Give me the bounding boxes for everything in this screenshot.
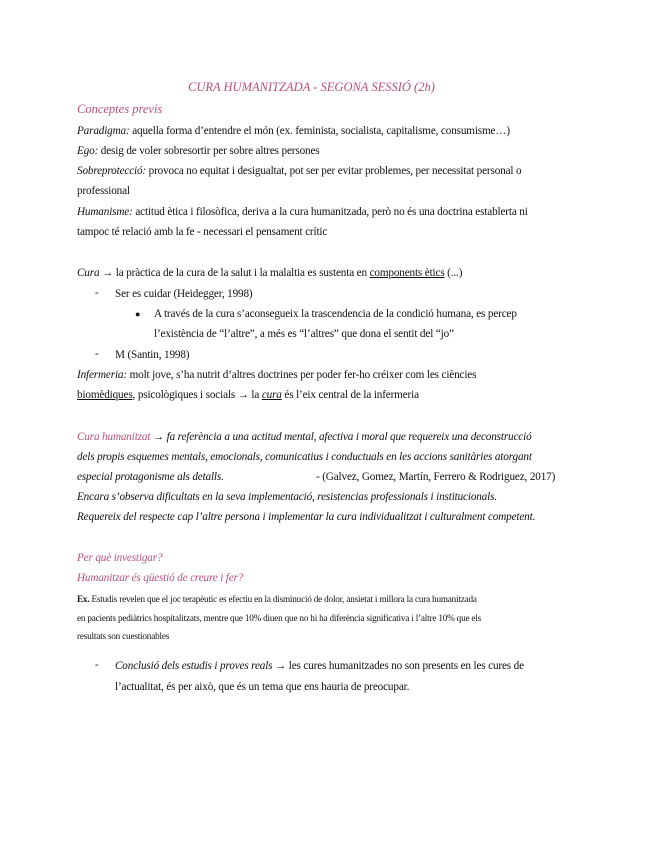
arrow-icon: → [150,431,167,443]
term-ego: Ego: [77,145,99,157]
term-cura-humanitzat: Cura humanitzat [77,431,151,443]
example-text-1: Estudis revelen que el joc terapèutic es efectiu en la disminució de dolor, ansietat i millora la cura humanitzada [89,594,477,604]
text-sobreproteccio-2: professional [77,185,130,197]
text-infermeria-2 [77,388,419,402]
text-paradigma: aquella forma d’entendre el món (ex. feminista, socialista, capitalisme, consumisme…) [129,125,510,137]
conclusion-line-1 [115,659,524,673]
subitem-line-2: l’existència de “l’altre”, a més es “l’altres” que dona el sentit del “jo” [154,328,454,340]
example-line-1 [77,592,477,606]
text-components-etics: components ètics [369,267,445,279]
arrow-icon: → [272,660,289,672]
definition-infermeria [77,368,476,382]
definition-sobreproteccio [77,164,521,178]
subitem-line-1: A través de la cura s’aconsegueix la trascendencia de la condició humana, es percep [154,308,517,320]
dash-bullet-icon: - [95,348,99,360]
text-eix-central: és l’eix central de la infermeria [281,389,419,401]
text-sobreproteccio-1: provoca no equitat i desigualtat, pot ser per evitar problemes, per necessitat personal o [146,165,522,177]
text-biomediques: biomèdiques [77,389,133,401]
text-cura-a: la pràctica de la cura de la salut i la malaltia es sustenta en [115,267,370,279]
example-line-3: resultats son cuestionables [77,631,170,641]
page-title: CURA HUMANITZADA - SEGONA SESSIÓ (2h) [188,80,435,94]
term-paradigma: Paradigma: [77,125,130,137]
list-item-heidegger: Ser es cuidar (Heidegger, 1998) [115,288,253,300]
list-item-santin: M (Santin, 1998) [115,349,190,361]
text-cura-humanitzat-4: Encara s’observa dificultats en la seva implementació, resistencias professionals i institucionals. [77,491,497,503]
citation-galvez: - (Galvez, Gomez, Martín, Ferrero & Rodriguez, 2017) [316,471,556,483]
definition-ego [77,144,319,158]
dot-bullet-icon: ● [135,309,141,319]
text-la: la [248,389,262,401]
conclusion-term: Conclusió dels estudis i proves reals [115,660,273,672]
heading-per-que-investigar: Per què investigar? [77,552,163,564]
text-infermeria-1: molt jove, s’ha nutrit d’altres doctrines per poder fer-ho créixer com les ciències [126,369,477,381]
text-cura-humanitzat-2: dels propis esquemes mentals, emocionals, comunicatius i conductuals en les accions sanitàries atorgant [77,451,532,463]
heading-conceptes-previs: Conceptes previs [77,102,163,116]
text-psicologiques: , psicològiques i socials [132,389,238,401]
dash-bullet-icon: - [95,287,99,299]
arrow-icon: → [99,267,116,279]
arrow-icon: → [237,389,249,401]
term-infermeria: Infermeria: [77,369,127,381]
definition-paradigma [77,124,510,138]
text-cura-b: (...) [444,267,463,279]
term-humanisme: Humanisme: [77,206,133,218]
conclusion-text-1: les cures humanitzades no son presents en les cures de [288,660,524,672]
text-cura-underlined: cura [261,389,282,401]
heading-humanitzar: Humanitzar és qüestió de creure i fer? [77,572,244,584]
example-label: Ex. [77,594,90,604]
text-humanisme-2: tampoc té relació amb la fe - necessari el pensament crític [77,226,328,238]
term-sobreproteccio: Sobreprotecció: [77,165,146,177]
conclusion-line-2: l’actualitat, és per això, que és un tema que ens hauria de preocupar. [115,681,410,693]
dash-bullet-icon: - [95,659,99,671]
example-line-2: en pacients pediàtrics hospitalitzats, mentre que 10% diuen que no hi ha diferència significativa i l’altre 10% que els [77,613,482,623]
term-cura: Cura [77,267,100,279]
text-cura-humanitzat-1: fa referència a una actitud mental, afectiva i moral que requereix una deconstrucció [166,431,532,443]
text-cura-humanitzat-5: Requereix del respecte cap l’altre persona i implementar la cura individualitzat i culturalment competent. [77,511,536,523]
definition-cura-humanitzat [77,430,532,444]
definition-humanisme [77,205,528,219]
definition-cura [77,266,462,280]
text-ego: desig de voler sobresortir per sobre altres persones [98,145,320,157]
text-humanisme-1: actitud ètica i filosòfica, deriva a la cura humanitzada, però no és una doctrina establerta ni [132,206,528,218]
text-cura-humanitzat-3: especial protagonisme als detalls. [77,471,224,483]
